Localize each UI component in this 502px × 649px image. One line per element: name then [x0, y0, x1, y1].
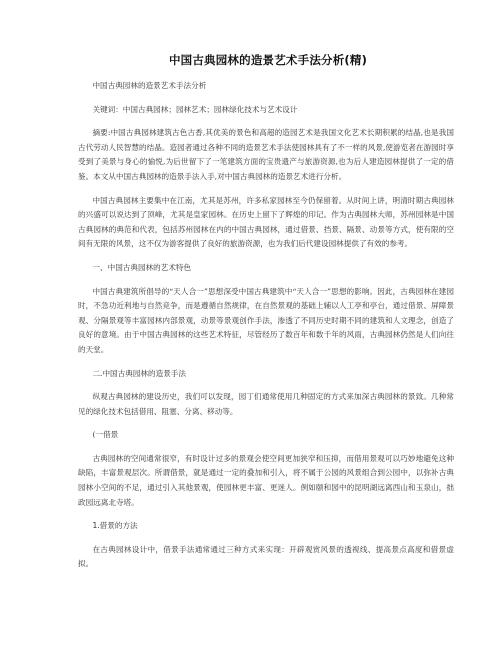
document-title: 中国古典园林的造景艺术手法分析(精): [168, 53, 368, 67]
section1-heading: 一、中国古典园林的艺术特色: [92, 262, 192, 272]
subsection1-1-paragraph: 在古典园林设计中，借景手法通常通过三种方式来实现：开辟观赏风景的透视线、提高景点高度和借景虚拟。: [78, 544, 454, 569]
subsection1-1-heading: 1.借景的方法: [92, 521, 138, 531]
keywords-line: 关键词：中国古典园林；园林艺术；园林绿化技术与艺术设计: [92, 104, 298, 114]
subsection1-paragraph: 古典园林的空间通常很窄，有时设计过多的景观会使空间更加狭窄和压抑，而借用景观可以巧妙地避免这种缺陷，丰富景观层次。所谓借景，就是通过一定的叠加和引入，将不属于公园的风景组合到公园中，以弥补古典园林小空间的不足，通过引入其他景观，使园林更丰富、更迷人。例如颐和园中的昆明湖远离西山和玉泉山，拙政园远离北寺塔。: [78, 453, 454, 507]
intro-paragraph: 中国古典园林主要集中在江南，尤其是苏州，许多私家园林至今仍保留着。从时间上讲，明清时期古典园林的兴盛可以说达到了顶峰，尤其是皇家园林。在历史上留下了辉煌的印记。作为古典园林大师，苏州园林是中国古典园林的典范和代表，包括苏州园林在内的中国古典园林，通过借景、挡景、隔景、动景等方式，使有限的空间有无限的风景，这不仅为游客提供了良好的旅游资源，也为我们后代建设园林提供了有效的参考。: [78, 195, 454, 249]
subtitle-line: 中国古典园林的造景艺术手法分析: [92, 81, 207, 90]
abstract-paragraph: 摘要:中国古典园林建筑古色古香,其优美的景色和高超的造园艺术是我国文化艺术长期积累的结晶,也是我国古代劳动人民智慧的结晶。造园者通过各种不同的造景艺术手法使园林具有了不一样的风景,使游览者在游园时享受到了美景与身心的愉悦,为后世留下了一笔建筑方面的宝贵遗产与旅游资源,也为后人建造园林提供了一定的借鉴。本文从中国古典园林的造景手法入手,对中国古典园林的造景艺术进行分析。: [78, 128, 454, 181]
section1-paragraph: 中国古典建筑所倡导的“天人合一”思想深受中国古典建筑中“天人合一”思想的影响。因此，古典园林在建园时，不急功近利地与自然竞争，而是遵循自然规律，在自然景观的基础上辅以人工亭和亭台，通过借景、屏障景观、分隔景观等丰富园林内部景观，动景等景观创作手法，渗透了不同历史时期不同的建筑和人文理念，创造了良好的意境。由于中国古典园林的这些艺术特征，尽管经历了数百年和数千年的风雨，古典园林仍然是人们向往的天堂。: [78, 286, 454, 354]
section2-heading: 二.中国古典园林的造景手法: [92, 368, 186, 378]
section2-paragraph: 纵观古典园林的建设历史，我们可以发现，园丁们通常使用几种固定的方式来加深古典园林的景致。几种常见的绿化技术包括借用、阻塞、分离、移动等。: [78, 392, 454, 416]
subsection1-heading: (一借景: [92, 430, 119, 440]
